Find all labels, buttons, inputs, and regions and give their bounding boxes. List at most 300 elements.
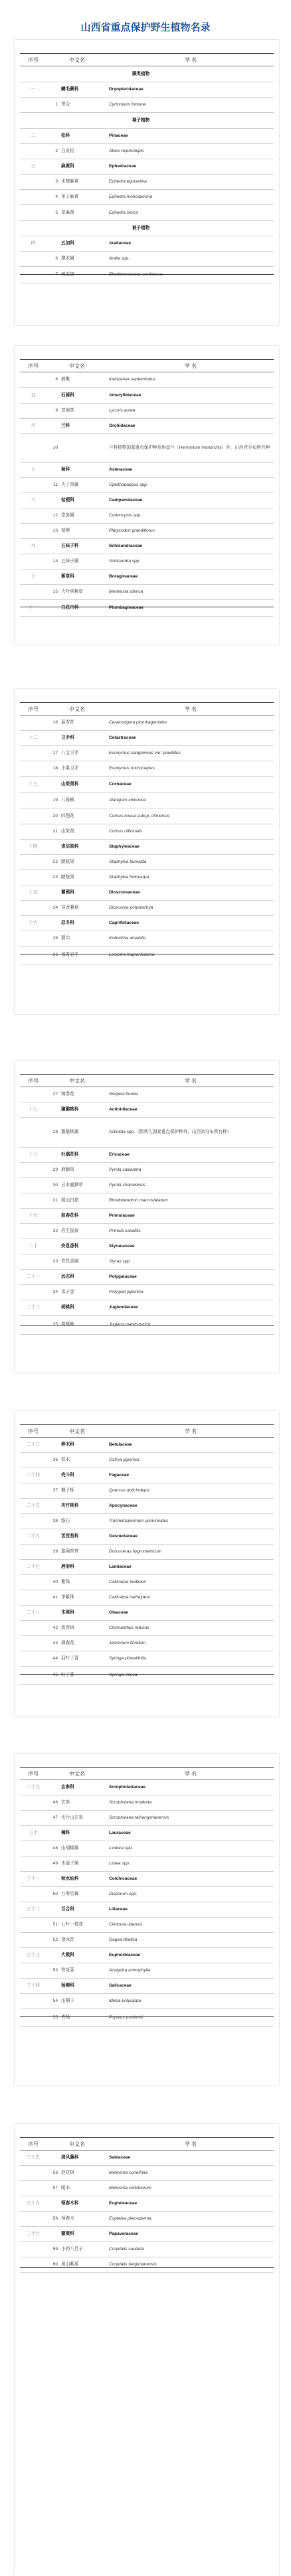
row-species-number: 23 [52, 875, 58, 879]
species-row [20, 1933, 274, 1948]
species-row [20, 1545, 274, 1560]
row-species-number: 8 [55, 377, 58, 382]
scientific-name: Asteraceae [109, 467, 133, 472]
scientific-name: Orchidaceae [109, 423, 136, 428]
chinese-name: 苦苣苔科 [61, 1534, 79, 1539]
chinese-name: 木犀科 [61, 1610, 74, 1615]
row-family-number: 十四 [29, 844, 38, 849]
chinese-name: 五味子属 [61, 559, 79, 564]
family-row [20, 82, 274, 98]
header-chinese-name: 中文名 [69, 706, 85, 712]
scientific-name: Corydalis fangshanensis [109, 2262, 157, 2267]
chinese-name: 日本鹿蹄草 [61, 1183, 83, 1187]
family-row [20, 1239, 274, 1254]
scientific-name: Eupteleaceae [109, 2201, 138, 2206]
species-row [20, 508, 274, 524]
family-row [20, 2196, 274, 2212]
family-row [20, 569, 274, 585]
chinese-name: 山茱萸科 [61, 781, 79, 787]
species-row [20, 267, 274, 283]
scientific-name: Gesneriaceae [109, 1534, 138, 1539]
species-row [20, 1193, 274, 1209]
row-family-number: 二十二 [27, 1305, 40, 1310]
table-body [20, 1087, 274, 1335]
chinese-name: 刺楸 [61, 377, 70, 382]
scientific-name: Dioscoreaceae [109, 890, 140, 895]
scientific-name: Meliosma cuneifolia [109, 2170, 147, 2175]
scientific-name: Euonymus microcarpus [109, 766, 155, 771]
family-row [20, 388, 274, 404]
chinese-name: 华紫珠 [61, 1595, 74, 1600]
row-species-number: 2 [55, 149, 58, 153]
species-row [20, 1118, 274, 1148]
row-family-number: 十二 [29, 735, 38, 740]
scientific-name: Chionanthus retusus [109, 1626, 149, 1630]
chinese-name: 穿龙薯蓣 [61, 905, 79, 910]
row-species-number: 29 [52, 1168, 58, 1172]
scientific-name: 兰科植物国家重点保护种及角盘兰（Herminium monorchis）外，山西省分布所有种 [109, 445, 270, 450]
family-row [20, 1560, 274, 1575]
chinese-name: 远志科 [61, 1274, 74, 1279]
row-species-number: 17 [52, 751, 58, 755]
scientific-name: Ephedra monosperma [109, 194, 153, 199]
row-family-number: 二十八 [27, 1610, 40, 1615]
row-family-number: 十六 [29, 921, 38, 925]
family-row [20, 1438, 274, 1453]
chinese-name: 猕猴桃属 [61, 1130, 79, 1134]
table-header [20, 1075, 274, 1087]
row-species-number: 7 [55, 272, 58, 277]
row-family-number: 七 [31, 467, 36, 472]
chinese-name: 草麻黄 [61, 210, 74, 215]
scientific-name: Gagea tibetica [109, 1937, 138, 1942]
chinese-name: 楤木属 [61, 256, 74, 261]
scientific-name: Kolkwitzia amabilis [109, 936, 146, 941]
scientific-name: Callicarpa bodinieri [109, 1580, 147, 1584]
table-top-rule [20, 1424, 274, 1425]
row-species-number: 40 [52, 1580, 58, 1584]
document-page [15, 346, 279, 644]
chinese-name: 络石 [61, 1519, 70, 1523]
family-row [20, 236, 274, 252]
species-row [20, 524, 274, 539]
family-row [20, 1300, 274, 1316]
table-bottom-rule [20, 1325, 274, 1326]
row-family-number: 十 [31, 574, 36, 579]
category-row [20, 66, 274, 82]
family-row [20, 419, 274, 434]
chinese-name: 五味子科 [61, 544, 79, 548]
chinese-name: 蓝雪花 [61, 720, 74, 725]
species-row [20, 1254, 274, 1270]
species-row [20, 1285, 274, 1300]
header-scientific-name: 学 名 [184, 363, 197, 369]
chinese-name: 省沽油科 [61, 844, 79, 849]
scientific-name: Euphorbiaceae [109, 1953, 141, 1957]
scientific-name: Dorcoceras hygrometricum [109, 1549, 162, 1554]
chinese-name: 羽叶丁香 [61, 1656, 79, 1661]
header-chinese-name: 中文名 [69, 363, 85, 369]
scientific-name: Fagaceae [109, 1473, 130, 1477]
scientific-name: Euonymus sanguineus var. paedidus [109, 751, 181, 755]
header-chinese-name: 中文名 [69, 57, 85, 63]
scientific-name: Aralia spp. [109, 256, 130, 261]
chinese-name: 大戟科 [61, 1953, 74, 1957]
species-row [20, 372, 274, 388]
row-family-number: 二十五 [27, 1503, 40, 1508]
scientific-name: Liliaceae [109, 1907, 128, 1912]
table-top-rule [20, 53, 274, 54]
chinese-name: 山茱萸 [61, 829, 74, 834]
row-species-number: 44 [52, 1656, 58, 1661]
species-row [20, 793, 274, 808]
row-species-number: 52 [52, 1937, 58, 1942]
chinese-name: 郁香忍冬 [61, 952, 79, 957]
header-number: 序号 [28, 1078, 39, 1084]
family-row [20, 1948, 274, 1963]
family-row [20, 885, 274, 901]
chinese-name: 小药八旦子 [61, 2247, 83, 2251]
family-row [20, 463, 274, 478]
header-number: 序号 [28, 1771, 39, 1777]
chinese-name: 铁木 [61, 1458, 70, 1462]
row-family-number: 二十四 [27, 1473, 40, 1477]
family-row [20, 600, 274, 617]
chinese-name: 樟科 [61, 1831, 70, 1835]
row-species-number: 14 [52, 559, 58, 564]
header-number: 序号 [28, 57, 39, 63]
table-body [20, 1780, 274, 2027]
species-row [20, 1621, 274, 1636]
scientific-name: Ephedra sinica [109, 210, 138, 215]
row-species-number: 57 [52, 2186, 58, 2190]
header-number: 序号 [28, 2141, 39, 2147]
scientific-name: Cornus kousa subsp. chinensis [109, 813, 170, 818]
species-row [20, 1841, 274, 1856]
row-species-number: 56 [52, 2170, 58, 2175]
family-row [20, 1270, 274, 1285]
scientific-name: Ostrya japonica [109, 1458, 140, 1462]
scientific-name: Cyrtomium fortunei [109, 102, 146, 107]
scientific-name: Campanulaceae [109, 498, 143, 502]
scientific-name: Litsea spp. [109, 1861, 130, 1866]
chinese-name: 山胡椒属 [61, 1846, 79, 1851]
chinese-name: 刺五加 [61, 272, 74, 277]
chinese-name: 锦带花 [61, 1092, 74, 1097]
row-species-number: 39 [52, 1549, 58, 1554]
row-species-number: 59 [52, 2247, 58, 2251]
row-species-number: 46 [52, 1800, 58, 1805]
chinese-name: 房山紫堇 [61, 2262, 79, 2267]
species-row [20, 2212, 274, 2227]
scientific-name: Eleutherococcus senticosus [109, 272, 163, 277]
chinese-name: 万寿竹属 [61, 1892, 79, 1896]
chinese-name: 鳞毛蕨科 [61, 87, 79, 92]
row-species-number: 37 [52, 1488, 58, 1493]
row-family-number: 十八 [29, 1152, 38, 1157]
family-row [20, 1529, 274, 1545]
chinese-name: 白花丹科 [61, 605, 79, 610]
row-species-number: 60 [52, 2262, 58, 2267]
scientific-name: Lauraceae [109, 1831, 131, 1835]
scientific-name: Clintonia udensis [109, 1922, 143, 1927]
scientific-name: Syringa villosa [109, 1673, 138, 1677]
chinese-name: 夹竹桃科 [61, 1503, 79, 1508]
species-row [20, 716, 274, 731]
species-row [20, 1575, 274, 1590]
table-header [20, 360, 274, 372]
scientific-name: Pyrola calliantha [109, 1168, 142, 1172]
scientific-name: Papaveraceae [109, 2232, 138, 2236]
scientific-name: Quercus dolicholepis [109, 1488, 150, 1493]
row-family-number: 三十四 [27, 1983, 40, 1988]
row-family-number: 二十一 [27, 1274, 40, 1279]
row-species-number: 3 [55, 179, 58, 184]
header-chinese-name: 中文名 [69, 2141, 85, 2147]
table-header [20, 2139, 274, 2151]
chinese-name: 杨柳科 [61, 1983, 74, 1988]
species-row [20, 931, 274, 947]
scientific-name: Idesia polycarpa [109, 1999, 142, 2003]
scientific-name: Oleaceae [109, 1610, 128, 1615]
species-row [20, 947, 274, 964]
scientific-name: Polygala japonica [109, 1290, 144, 1294]
chinese-name: 五加科 [61, 241, 74, 246]
row-species-number: 34 [52, 1290, 58, 1294]
species-row [20, 1590, 274, 1606]
row-species-number: 18 [52, 766, 58, 771]
scientific-name: Ericaceae [109, 1152, 130, 1157]
species-row [20, 761, 274, 777]
chinese-name: 罂粟科 [61, 2232, 74, 2236]
row-family-number: 二十七 [27, 1564, 40, 1569]
chinese-name: 领春木科 [61, 2201, 79, 2206]
table-top-rule [20, 1074, 274, 1075]
chinese-name: 桔梗 [61, 528, 70, 533]
chinese-name: 紫珠 [61, 1580, 70, 1584]
scientific-name: Staphylea bumalda [109, 860, 147, 864]
chinese-name: 报春花科 [61, 1213, 79, 1218]
header-scientific-name: 学 名 [184, 706, 197, 712]
chinese-name: 鹿蹄草 [61, 1168, 74, 1172]
chinese-name: 党参属 [61, 513, 74, 518]
family-row [20, 493, 274, 508]
species-row [20, 205, 274, 221]
scientific-name: Platycodon grandiflorus [109, 528, 155, 533]
chinese-name: 照山白花 [61, 1198, 79, 1203]
species-row [20, 2242, 274, 2257]
chinese-name: 八宝卫矛 [61, 751, 79, 755]
species-row [20, 98, 274, 113]
row-species-number: 12 [52, 513, 58, 518]
row-species-number: 25 [52, 936, 58, 941]
scientific-name: Abies nephrolepis [109, 149, 144, 153]
row-species-number: 24 [52, 905, 58, 910]
chinese-name: 壳斗科 [61, 1473, 74, 1477]
scientific-name: Betulaceae [109, 1442, 132, 1447]
species-row [20, 585, 274, 600]
row-family-number: 二十三 [27, 1442, 40, 1447]
family-row [20, 1148, 274, 1163]
chinese-name: 瓜子金 [61, 1290, 74, 1294]
chinese-name: 太行山玄参 [61, 1815, 83, 1820]
row-species-number: 10 [52, 445, 58, 450]
species-row [20, 1163, 274, 1178]
document-page [15, 1754, 279, 2085]
chinese-name: 青杨 [61, 2015, 70, 2020]
species-row [20, 1087, 274, 1102]
chinese-name: 桔梗科 [61, 498, 74, 502]
species-row [20, 1651, 274, 1667]
row-species-number: 33 [52, 1259, 58, 1264]
scientific-name: Boraginaceae [109, 574, 138, 579]
scientific-name: Ceratostigma plumbaginoides [109, 720, 167, 725]
row-family-number: 十一 [29, 605, 38, 610]
chinese-name: 膀胱果 [61, 860, 74, 864]
chinese-name: 薯蓣科 [61, 890, 74, 895]
scientific-name: Primulaceae [109, 1213, 135, 1218]
family-row [20, 1209, 274, 1224]
row-species-number: 30 [52, 1183, 58, 1187]
species-row [20, 1811, 274, 1826]
chinese-name: 胡桃楸 [61, 1322, 74, 1327]
row-family-number: 二 [31, 133, 36, 138]
row-species-number: 21 [52, 829, 58, 834]
row-species-number: 51 [52, 1922, 58, 1927]
row-family-number: 二十九 [27, 1785, 40, 1789]
family-row [20, 731, 274, 746]
row-species-number: 26 [52, 952, 58, 957]
chinese-name: 石蒜科 [61, 392, 74, 398]
row-family-number: 三十六 [27, 2201, 40, 2206]
scientific-name: Amaryllidaceae [109, 392, 142, 398]
row-family-number: 二十六 [27, 1534, 40, 1539]
chinese-name: 木姜子属 [61, 1861, 79, 1866]
scientific-name: Plumbaginaceae [109, 605, 144, 610]
table-bottom-rule [20, 2267, 274, 2268]
row-species-number: 27 [52, 1092, 58, 1097]
header-number: 序号 [28, 363, 39, 369]
family-row [20, 2227, 274, 2242]
chinese-name: 菊科 [61, 467, 70, 472]
row-species-number: 15 [52, 589, 58, 594]
document-page [15, 2124, 279, 2576]
table-top-rule [20, 2137, 274, 2138]
header-scientific-name: 学 名 [184, 57, 197, 63]
row-species-number: 5 [55, 210, 58, 215]
scientific-name: Juglans mandshurica [109, 1322, 151, 1327]
document-page [15, 1411, 279, 1716]
chinese-name: 七叶一枝花 [61, 1922, 83, 1927]
scientific-name: Meliosma veitchiorum [109, 2186, 151, 2190]
row-species-number: 45 [52, 1673, 58, 1677]
scientific-name: Styrax spp. [109, 1259, 131, 1264]
header-number: 序号 [28, 1428, 39, 1434]
scientific-name: Apocynaceae [109, 1503, 138, 1508]
family-row [20, 159, 274, 175]
species-row [20, 1918, 274, 1933]
scientific-name: Weigela florida [109, 1092, 138, 1097]
row-family-number: 二十 [29, 1244, 38, 1249]
row-family-number: 三十五 [27, 2155, 40, 2160]
chinese-name: 旋蒴苣苔 [61, 1549, 79, 1554]
row-species-number: 47 [52, 1815, 58, 1820]
species-row [20, 2181, 274, 2196]
scientific-name: Salicaceae [109, 1983, 132, 1988]
species-row [20, 434, 274, 463]
chinese-name: 松科 [61, 133, 70, 138]
table-top-rule [20, 702, 274, 703]
scientific-name: Dryopteridaceae [109, 87, 144, 92]
chinese-name: 八角枫 [61, 797, 74, 802]
table-top-rule [20, 1767, 274, 1768]
species-row [20, 1994, 274, 2009]
family-row [20, 1826, 274, 1841]
scientific-name: Ephedra equisetina [109, 179, 147, 184]
header-scientific-name: 学 名 [184, 2141, 197, 2147]
category-label: 蕨类植物 [132, 71, 150, 76]
scientific-name: Scrophularia taihangshanensis [109, 1815, 169, 1820]
row-family-number: 八 [31, 498, 36, 502]
family-row [20, 1902, 274, 1918]
header-scientific-name: 学 名 [184, 1428, 197, 1434]
scientific-name: Pinaceae [109, 133, 128, 138]
table-body [20, 372, 274, 617]
row-species-number: 9 [55, 408, 58, 413]
row-species-number: 49 [52, 1861, 58, 1866]
row-species-number: 11 [53, 483, 58, 487]
chinese-name: 探春花 [61, 1641, 74, 1645]
scientific-name: Ephedraceae [109, 164, 137, 169]
row-family-number: 一 [31, 87, 36, 92]
species-row [20, 1667, 274, 1685]
scientific-name: Mertensia sibirica [109, 589, 144, 594]
row-family-number: 十五 [29, 890, 38, 895]
scientific-name: Dioscorea polystachya [109, 905, 153, 910]
chinese-name: 顶冰花 [61, 1937, 74, 1942]
species-row [20, 2257, 274, 2273]
chinese-name: 橿子栎 [61, 1488, 74, 1493]
chinese-name: 流苏树 [61, 1626, 74, 1630]
document-page [15, 40, 279, 325]
row-species-number: 20 [52, 813, 58, 818]
chinese-name: 秋水仙科 [61, 1876, 79, 1881]
chinese-name: 兰科 [61, 423, 70, 428]
row-species-number: 22 [52, 860, 58, 864]
scientific-name: Lonicera fragrantissima [109, 952, 155, 957]
row-species-number: 42 [52, 1626, 58, 1630]
row-species-number: 6 [55, 256, 58, 261]
chinese-name: 小果卫矛 [61, 766, 79, 771]
document-page [15, 1061, 279, 1373]
scientific-name: Lycoris aurea [109, 408, 136, 413]
chinese-name: 大丁草属 [61, 483, 79, 487]
table-header [20, 54, 274, 66]
scientific-name: Lindera spp. [109, 1846, 134, 1851]
category-label: 被子植物 [132, 226, 150, 230]
scientific-name: Alangium chinense [109, 797, 146, 802]
table-header [20, 704, 274, 716]
family-row [20, 1872, 274, 1887]
chinese-name: 玄参 [61, 1800, 70, 1805]
scientific-name: Celastraceae [109, 735, 136, 740]
species-row [20, 870, 274, 885]
row-family-number: 四 [31, 241, 36, 246]
family-row [20, 1606, 274, 1621]
row-family-number: 三十二 [27, 1907, 40, 1912]
row-species-number: 16 [52, 720, 58, 725]
row-species-number: 19 [52, 797, 58, 802]
